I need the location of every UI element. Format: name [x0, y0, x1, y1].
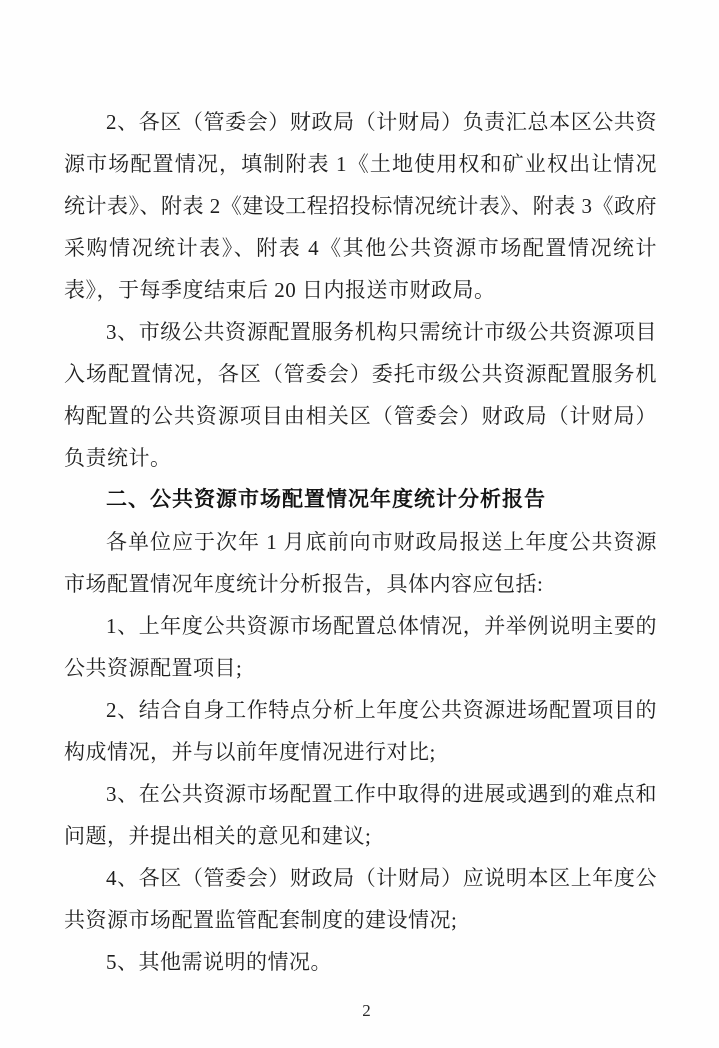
section-heading-annual-analysis-report: 二、公共资源市场配置情况年度统计分析报告 — [106, 488, 546, 511]
page-number: 2 — [362, 1001, 371, 1020]
paragraph-municipal-service-agency-stats: 3、市级公共资源配置服务机构只需统计市级公共资源项目入场配置情况，各区（管委会）委托市级公共资源配置服务机构配置的公共资源项目由相关区（管委会）财政局（计财局）负责统计。 — [64, 320, 657, 470]
paragraph-annual-report-deadline: 各单位应于次年 1 月底前向市财政局报送上年度公共资源市场配置情况年度统计分析报告，具体内容应包括: — [64, 530, 657, 596]
paragraph-quarterly-reporting-duty: 2、各区（管委会）财政局（计财局）负责汇总本区公共资源市场配置情况，填制附表 1《土地使用权和矿业权出让情况统计表》、附表 2《建设工程招投标情况统计表》、附表 3《政府采购情况统计表》、附表 4《其他公共资源市场配置情况统计表》，于每季度结束后 20 日内报送市财政局。 — [64, 110, 657, 302]
paragraph-report-item-5-other: 5、其他需说明的情况。 — [106, 950, 332, 974]
paragraph-report-item-1-overview: 1、上年度公共资源市场配置总体情况，并举例说明主要的公共资源配置项目; — [64, 614, 657, 680]
paragraph-report-item-2-composition: 2、结合自身工作特点分析上年度公共资源进场配置项目的构成情况，并与以前年度情况进行对比; — [64, 698, 657, 764]
paragraph-report-item-4-supervision-systems: 4、各区（管委会）财政局（计财局）应说明本区上年度公共资源市场配置监管配套制度的建设情况; — [64, 866, 657, 932]
document-body — [64, 101, 657, 983]
paragraph-report-item-3-progress-issues: 3、在公共资源市场配置工作中取得的进展或遇到的难点和问题，并提出相关的意见和建议; — [64, 782, 657, 848]
